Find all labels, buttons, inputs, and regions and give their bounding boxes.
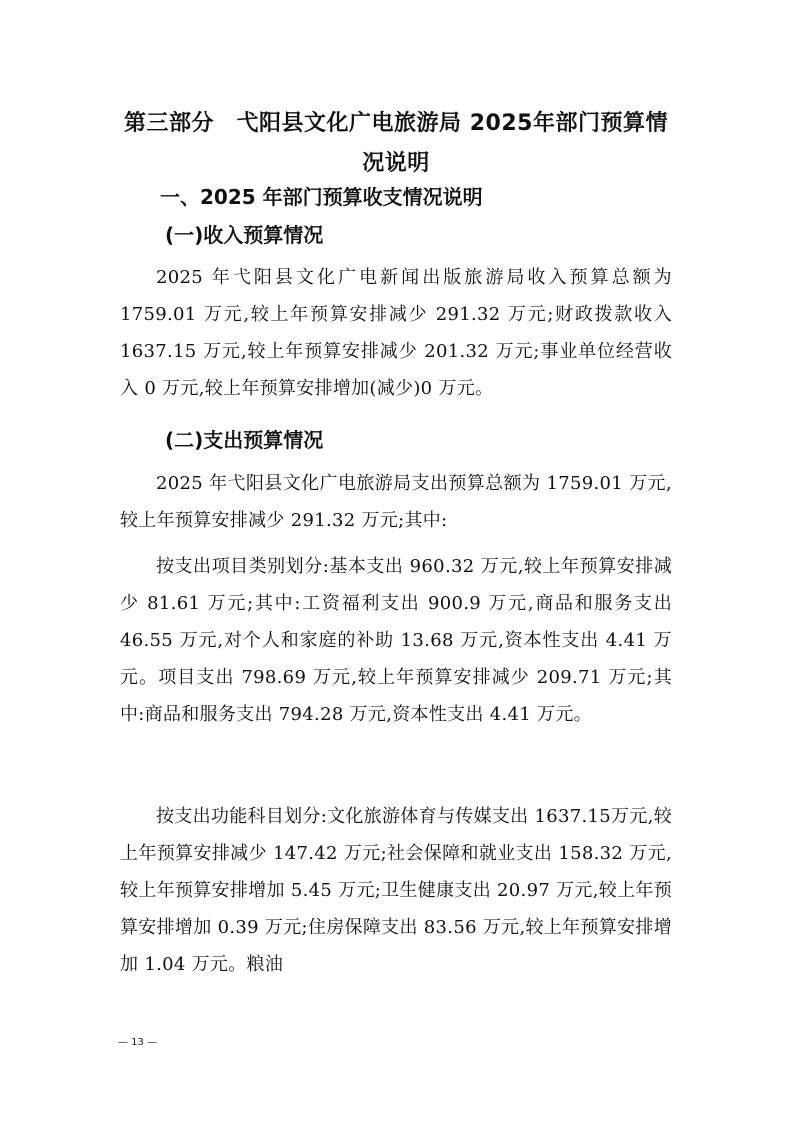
section-heading-budget-overview: 一、2025 年部门预算收支情况说明 — [160, 185, 483, 209]
expenditure-paragraph: 2025 年弋阳县文化广电旅游局支出预算总额为 1759.01 万元,较上年预算安排减少 291.32 万元;其中: — [120, 473, 672, 531]
page-title: 第三部分 弋阳县文化广电旅游局 2025年部门预算情况说明 — [124, 111, 668, 176]
expenditure-by-function-paragraph: 按支出功能科目划分:文化旅游体育与传媒支出 1637.15万元,较上年预算安排减少 147.42 万元;社会保障和就业支出 158.32 万元,较上年预算安排增加 5.45 万元;卫生健康支出 20.97 万元,较上年预算安排增加 0.39 万元;住房保障支出 83.56 万元,较上年预算安排增加 1.04 万元。粮油 — [120, 806, 672, 975]
expenditure-by-category-paragraph: 按支出项目类别划分:基本支出 960.32 万元,较上年预算安排减少 81.61 万元;其中:工资福利支出 900.9 万元,商品和服务支出 46.55 万元,对个人和家庭的补助 13.68 万元,资本性支出 4.41 万元。项目支出 798.69 万元,较上年预算安排减少 209.71 万元;其中:商品和服务支出 794.28 万元,资本性支出 4.41 万元。 — [120, 556, 672, 725]
subsection-heading-expenditure: (二)支出预算情况 — [165, 428, 324, 452]
subsection-heading-income: (一)收入预算情况 — [165, 223, 324, 247]
income-paragraph: 2025 年弋阳县文化广电新闻出版旅游局收入预算总额为 1759.01 万元,较上年预算安排减少 291.32 万元;财政拨款收入 1637.15 万元,较上年预算安排减少 201.32 万元;事业单位经营收入 0 万元,较上年预算安排增加(减少)0 万元。 — [120, 267, 672, 399]
page-number: — 13 — — [118, 1037, 158, 1048]
